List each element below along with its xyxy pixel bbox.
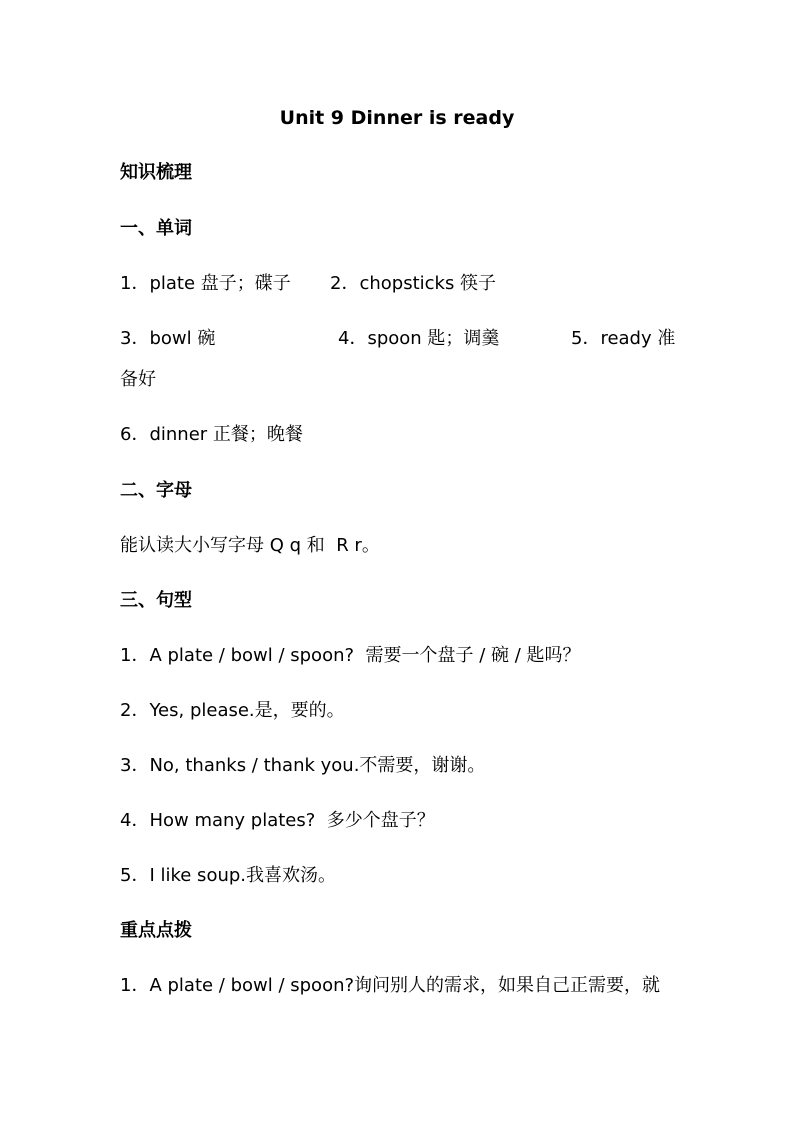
vocab-item-2: 2．chopsticks 筷子 <box>330 273 497 294</box>
section-knowledge-heading: 知识梳理 <box>120 162 192 183</box>
vocab-item-6: 6．dinner 正餐；晚餐 <box>120 424 303 445</box>
vocab-heading: 一、单词 <box>120 218 192 239</box>
vocab-item-4: 4．spoon 匙；调羹 <box>338 328 500 349</box>
page-title: Unit 9 Dinner is ready <box>279 107 515 129</box>
sentence-item-3: 3．No, thanks / thank you.不需要，谢谢。 <box>120 755 486 776</box>
vocab-item-5-continued: 备好 <box>120 369 156 390</box>
vocab-item-5: 5．ready 准 <box>571 328 676 349</box>
sentence-item-2: 2．Yes, please.是，要的。 <box>120 700 345 721</box>
letters-text: 能认读大小写字母 Q q 和 R r。 <box>120 535 380 556</box>
vocab-item-1: 1．plate 盘子；碟子 <box>120 273 291 294</box>
letters-heading: 二、字母 <box>120 480 192 501</box>
sentences-heading: 三、句型 <box>120 590 192 611</box>
vocab-item-3: 3．bowl 碗 <box>120 328 216 349</box>
key-points-heading: 重点点拨 <box>120 920 192 941</box>
sentence-item-4: 4．How many plates? 多少个盘子？ <box>120 810 435 831</box>
sentence-item-1: 1．A plate / bowl / spoon? 需要一个盘子 / 碗 / 匙吗？ <box>120 645 581 666</box>
key-point-item-1: 1．A plate / bowl / spoon?询问别人的需求，如果自己正需要，就 <box>120 975 661 996</box>
sentence-item-5: 5．I like soup.我喜欢汤。 <box>120 865 337 886</box>
